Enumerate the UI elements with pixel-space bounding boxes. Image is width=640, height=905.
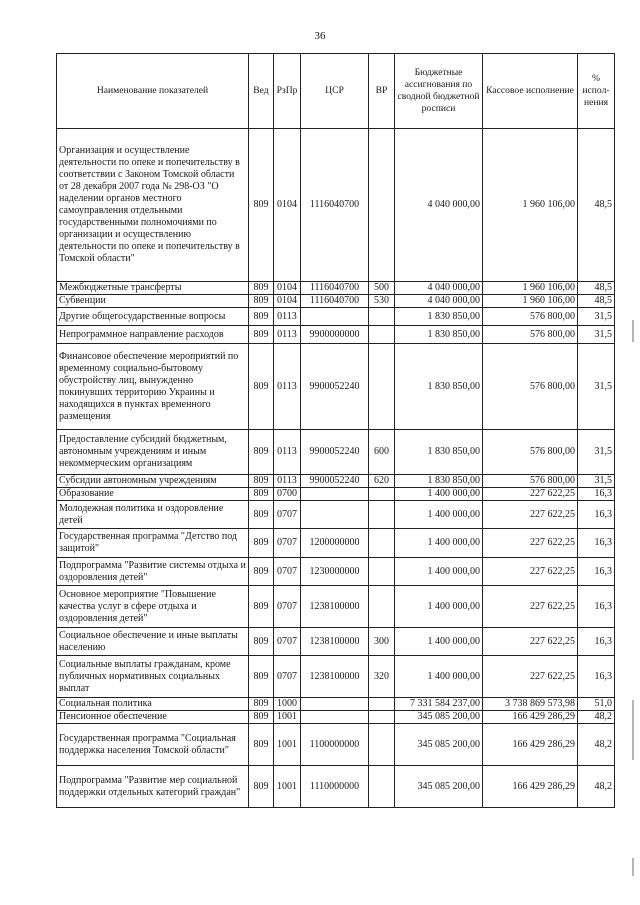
row-budget: 1 830 850,00 [395,430,483,475]
row-cash: 166 429 286,29 [483,724,578,766]
row-vr: 500 [369,282,395,295]
row-csr: 9900052240 [301,475,369,488]
table-row [57,344,615,430]
row-budget: 4 040 000,00 [395,295,483,308]
scan-edge-mark [632,700,634,760]
row-rzpr: 0113 [274,326,301,344]
row-pct: 48,2 [578,724,615,766]
scan-edge-mark [632,320,634,342]
row-csr: 1238100000 [301,586,369,628]
row-pct: 48,5 [578,295,615,308]
row-name: Пенсионное обеспечение [57,711,249,724]
row-ved: 809 [249,656,274,698]
row-cash: 1 960 106,00 [483,295,578,308]
table-row [57,711,615,724]
row-pct: 16,3 [578,529,615,558]
row-pct: 16,3 [578,656,615,698]
row-ved: 809 [249,475,274,488]
header-budget: Бюджетные ассигнования по сводной бюджетной росписи [395,54,483,129]
row-rzpr: 0113 [274,308,301,326]
table-body [57,129,615,808]
row-vr [369,308,395,326]
row-ved: 809 [249,529,274,558]
row-csr: 1116040700 [301,282,369,295]
row-csr [301,698,369,711]
row-name: Образование [57,488,249,501]
table-row [57,586,615,628]
row-pct: 48,5 [578,129,615,282]
table-row [57,282,615,295]
row-vr: 530 [369,295,395,308]
row-csr: 1116040700 [301,295,369,308]
row-vr [369,326,395,344]
row-pct: 16,3 [578,501,615,529]
table-row [57,656,615,698]
row-name: Другие общегосударственные вопросы [57,308,249,326]
header-pct: % испол-нения [578,54,615,129]
row-csr: 9900052240 [301,344,369,430]
row-pct: 48,5 [578,282,615,295]
row-ved: 809 [249,344,274,430]
row-cash: 227 622,25 [483,656,578,698]
row-rzpr: 0707 [274,501,301,529]
row-name: Субсидии автономным учреждениям [57,475,249,488]
row-rzpr: 0707 [274,628,301,656]
row-csr [301,308,369,326]
row-budget: 345 085 200,00 [395,766,483,808]
row-cash: 576 800,00 [483,344,578,430]
row-name: Государственная программа "Детство под защитой" [57,529,249,558]
row-pct: 31,5 [578,326,615,344]
row-vr [369,501,395,529]
row-cash: 166 429 286,29 [483,711,578,724]
row-pct: 31,5 [578,430,615,475]
row-name: Организация и осуществление деятельности по опеке и попечительству в соответствии с Законом Томской области от 28 декабря 2007 года № 298-ОЗ "О наделении органов местного самоуправления отдельными государственными полномочиями по организации и осуществлению деятельности по опеке и попечительству в Томской области" [57,129,249,282]
row-vr: 600 [369,430,395,475]
table-row [57,698,615,711]
row-vr [369,586,395,628]
row-vr [369,529,395,558]
row-budget: 1 400 000,00 [395,529,483,558]
row-ved: 809 [249,586,274,628]
row-pct: 31,5 [578,475,615,488]
row-cash: 3 738 869 573,98 [483,698,578,711]
row-rzpr: 1000 [274,698,301,711]
row-rzpr: 0707 [274,529,301,558]
row-rzpr: 1001 [274,724,301,766]
header-vr: ВР [369,54,395,129]
row-ved: 809 [249,724,274,766]
row-ved: 809 [249,766,274,808]
row-rzpr: 0113 [274,344,301,430]
table-row [57,475,615,488]
row-cash: 1 960 106,00 [483,282,578,295]
row-name: Основное мероприятие "Повышение качества услуг в сфере отдыха и оздоровления детей" [57,586,249,628]
row-pct: 16,3 [578,628,615,656]
row-budget: 1 830 850,00 [395,308,483,326]
row-csr [301,488,369,501]
table-row [57,766,615,808]
row-ved: 809 [249,282,274,295]
row-budget: 1 830 850,00 [395,475,483,488]
table-row [57,628,615,656]
row-csr: 1200000000 [301,529,369,558]
row-vr [369,558,395,586]
row-pct: 51,0 [578,698,615,711]
row-cash: 576 800,00 [483,326,578,344]
row-cash: 227 622,25 [483,558,578,586]
row-pct: 48,2 [578,766,615,808]
row-rzpr: 1001 [274,766,301,808]
row-cash: 576 800,00 [483,475,578,488]
row-vr [369,344,395,430]
row-cash: 227 622,25 [483,488,578,501]
row-name: Молодежная политика и оздоровление детей [57,501,249,529]
table-row [57,430,615,475]
row-budget: 4 040 000,00 [395,129,483,282]
row-csr [301,501,369,529]
table-row [57,488,615,501]
row-cash: 1 960 106,00 [483,129,578,282]
row-vr [369,698,395,711]
row-csr: 1230000000 [301,558,369,586]
row-csr: 9900000000 [301,326,369,344]
row-name: Субвенции [57,295,249,308]
row-cash: 576 800,00 [483,430,578,475]
row-cash: 227 622,25 [483,501,578,529]
row-budget: 1 400 000,00 [395,586,483,628]
row-pct: 31,5 [578,344,615,430]
row-ved: 809 [249,430,274,475]
row-budget: 345 085 200,00 [395,724,483,766]
row-rzpr: 1001 [274,711,301,724]
row-name: Межбюджетные трансферты [57,282,249,295]
row-rzpr: 0707 [274,656,301,698]
table-row [57,529,615,558]
row-ved: 809 [249,711,274,724]
row-vr [369,766,395,808]
row-rzpr: 0104 [274,282,301,295]
row-ved: 809 [249,628,274,656]
row-csr: 1238100000 [301,656,369,698]
row-csr [301,711,369,724]
row-rzpr: 0113 [274,475,301,488]
row-ved: 809 [249,326,274,344]
row-rzpr: 0104 [274,129,301,282]
table-row [57,558,615,586]
row-name: Финансовое обеспечение мероприятий по временному социально-бытовому обустройству лиц, вынужденно покинувших территорию Украины и находящихся в пунктах временного размещения [57,344,249,430]
row-name: Социальные выплаты гражданам, кроме публичных нормативных социальных выплат [57,656,249,698]
row-rzpr: 0113 [274,430,301,475]
row-budget: 1 830 850,00 [395,344,483,430]
row-vr [369,488,395,501]
row-vr: 620 [369,475,395,488]
row-budget: 1 400 000,00 [395,558,483,586]
row-csr: 9900052240 [301,430,369,475]
row-name: Подпрограмма "Развитие мер социальной поддержки отдельных категорий граждан" [57,766,249,808]
table-row [57,295,615,308]
row-vr: 320 [369,656,395,698]
row-csr: 1110000000 [301,766,369,808]
page-number: 36 [314,30,326,42]
row-pct: 48,2 [578,711,615,724]
row-rzpr: 0707 [274,558,301,586]
row-name: Предоставление субсидий бюджетным, автономным учреждениям и иным некоммерческим организациям [57,430,249,475]
row-cash: 227 622,25 [483,586,578,628]
row-budget: 1 400 000,00 [395,628,483,656]
table-row [57,129,615,282]
row-name: Социальная политика [57,698,249,711]
row-cash: 227 622,25 [483,529,578,558]
table-header-row [57,54,615,129]
row-vr [369,724,395,766]
row-budget: 1 400 000,00 [395,501,483,529]
budget-execution-table [56,53,615,808]
row-name: Государственная программа "Социальная поддержка населения Томской области" [57,724,249,766]
row-rzpr: 0104 [274,295,301,308]
table-row [57,308,615,326]
row-cash: 227 622,25 [483,628,578,656]
header-name: Наименование показателей [57,54,249,129]
row-ved: 809 [249,558,274,586]
row-cash: 576 800,00 [483,308,578,326]
header-rzpr: РзПр [274,54,301,129]
row-pct: 31,5 [578,308,615,326]
row-vr [369,711,395,724]
row-csr: 1238100000 [301,628,369,656]
row-name: Подпрограмма "Развитие системы отдыха и оздоровления детей" [57,558,249,586]
row-pct: 16,3 [578,586,615,628]
table-row [57,724,615,766]
header-ved: Вед [249,54,274,129]
row-ved: 809 [249,295,274,308]
row-budget: 345 085 200,00 [395,711,483,724]
row-rzpr: 0700 [274,488,301,501]
header-cash: Кассовое исполнение [483,54,578,129]
row-ved: 809 [249,488,274,501]
row-vr [369,129,395,282]
row-csr: 1116040700 [301,129,369,282]
table-row [57,326,615,344]
row-ved: 809 [249,308,274,326]
row-budget: 1 400 000,00 [395,488,483,501]
row-budget: 7 331 584 237,00 [395,698,483,711]
table-row [57,501,615,529]
row-budget: 1 400 000,00 [395,656,483,698]
row-ved: 809 [249,698,274,711]
row-budget: 4 040 000,00 [395,282,483,295]
row-ved: 809 [249,129,274,282]
row-vr: 300 [369,628,395,656]
row-cash: 166 429 286,29 [483,766,578,808]
row-pct: 16,3 [578,488,615,501]
row-name: Непрограммное направление расходов [57,326,249,344]
row-ved: 809 [249,501,274,529]
header-csr: ЦСР [301,54,369,129]
row-pct: 16,3 [578,558,615,586]
scan-edge-mark [632,858,634,876]
row-csr: 1100000000 [301,724,369,766]
row-budget: 1 830 850,00 [395,326,483,344]
row-rzpr: 0707 [274,586,301,628]
row-name: Социальное обеспечение и иные выплаты населению [57,628,249,656]
